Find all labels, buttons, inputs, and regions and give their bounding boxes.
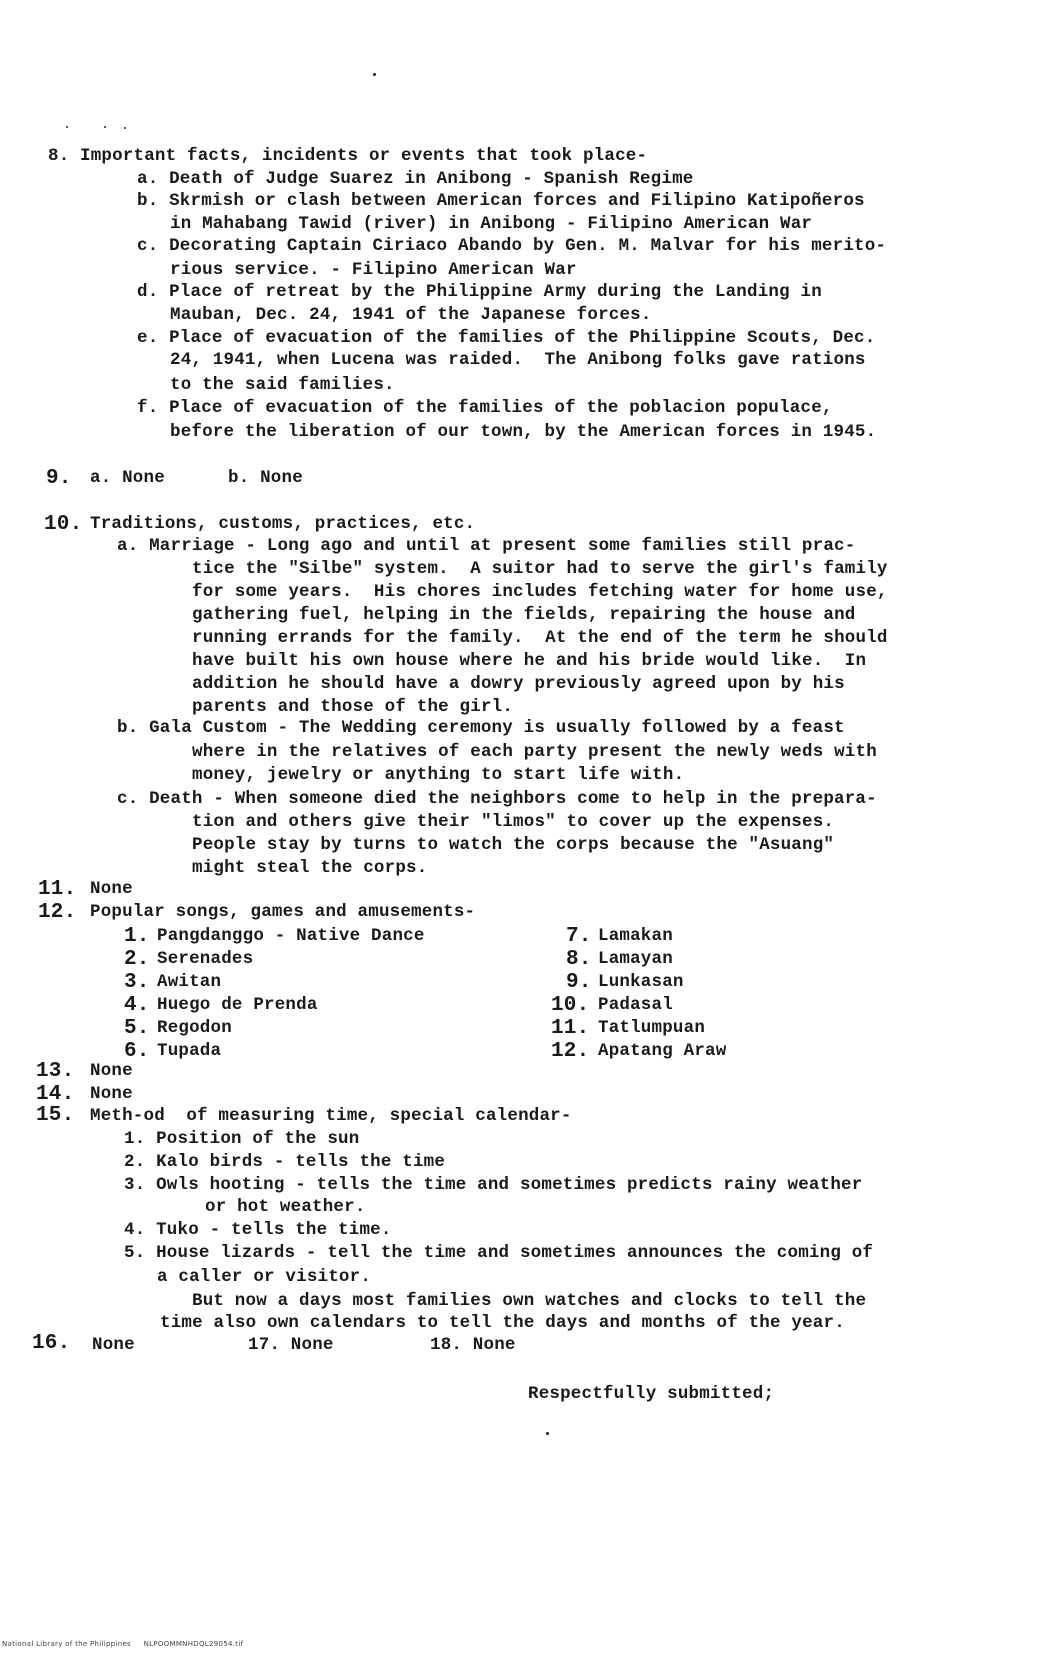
amusement-number: 12. [551, 1040, 590, 1063]
ink-speck [104, 126, 106, 128]
item-11-number: 11. [38, 878, 77, 901]
item-15-heading: Meth-od of measuring time, special calendar- [90, 1106, 572, 1126]
closing-signoff: Respectfully submitted; [528, 1384, 775, 1404]
item-10c-line2: tion and others give their "limos" to cover up the expenses. [192, 812, 835, 832]
amusement-number: 3. [124, 971, 150, 994]
item-10b-line3: money, jewelry or anything to start life with. [192, 765, 685, 785]
amusement-number: 10. [551, 994, 590, 1017]
item-8e-line2: 24, 1941, when Lucena was raided. The Anibong folks gave rations [170, 350, 866, 370]
item-10a-line3: for some years. His chores includes fetching water for home use, [192, 582, 888, 602]
item-13-number: 13. [36, 1060, 75, 1083]
item-11-text: None [90, 879, 133, 899]
amusement-number: 1. [124, 925, 150, 948]
amusement-number: 11. [551, 1017, 590, 1040]
amusement-number: 5. [124, 1017, 150, 1040]
amusement-item: Padasal [598, 995, 673, 1015]
amusement-item: Huego de Prenda [157, 995, 318, 1015]
ink-speck [66, 126, 68, 128]
item-10b-line2: where in the relatives of each party present the newly weds with [192, 742, 877, 762]
item-12-number: 12. [38, 901, 77, 924]
item-15-3-line1: 3. Owls hooting - tells the time and sometimes predicts rainy weather [124, 1175, 863, 1195]
item-9a: a. None [90, 468, 165, 488]
amusement-item: Lamakan [598, 926, 673, 946]
item-10a-line2: tice the "Silbe" system. A suitor had to serve the girl's family [192, 559, 888, 579]
amusement-number: 2. [124, 948, 150, 971]
item-8e-line1: e. Place of evacuation of the families of the Philippine Scouts, Dec. [137, 328, 876, 348]
item-8b-line2: in Mahabang Tawid (river) in Anibong - Filipino American War [170, 214, 813, 234]
item-15-number: 15. [36, 1104, 75, 1127]
item-10c-line1: c. Death - When someone died the neighbors come to help in the prepara- [117, 789, 877, 809]
amusement-item: Pangdanggo - Native Dance [157, 926, 425, 946]
amusement-number: 8. [566, 948, 592, 971]
item-9-number: 9. [46, 467, 72, 490]
item-8-number: 8. [48, 146, 70, 166]
item-12-heading: Popular songs, games and amusements- [90, 902, 476, 922]
item-10c-line3: People stay by turns to watch the corps because the "Asuang" [192, 835, 835, 855]
item-10c-line4: might steal the corps. [192, 858, 428, 878]
item-10a-line4: gathering fuel, helping in the fields, repairing the house and [192, 605, 856, 625]
item-15-4: 4. Tuko - tells the time. [124, 1220, 392, 1240]
amusement-number: 7. [566, 925, 592, 948]
amusement-item: Tupada [157, 1041, 222, 1061]
item-15-para-line2: time also own calendars to tell the days and months of the year. [160, 1313, 845, 1333]
item-8d-line1: d. Place of retreat by the Philippine Army during the Landing in [137, 282, 822, 302]
item-17: 17. None [248, 1335, 334, 1355]
amusement-item: Lunkasan [598, 972, 684, 992]
amusement-item: Lamayan [598, 949, 673, 969]
item-18: 18. None [430, 1335, 516, 1355]
item-15-para-line1: But now a days most families own watches and clocks to tell the [192, 1291, 867, 1311]
amusement-item: Awitan [157, 972, 222, 992]
item-15-5-line1: 5. House lizards - tell the time and sometimes announces the coming of [124, 1243, 874, 1263]
item-13-text: None [90, 1061, 133, 1081]
item-10b-line1: b. Gala Custom - The Wedding ceremony is usually followed by a feast [117, 718, 845, 738]
amusement-number: 4. [124, 994, 150, 1017]
item-8c-line1: c. Decorating Captain Ciriaco Abando by Gen. M. Malvar for his merito- [137, 236, 887, 256]
item-10a-line6: have built his own house where he and his bride would like. In [192, 651, 867, 671]
amusement-number: 6. [124, 1040, 150, 1063]
item-8e-line3: to the said families. [170, 375, 395, 395]
item-8f-line2: before the liberation of our town, by the American forces in 1945. [170, 422, 877, 442]
item-10a-line1: a. Marriage - Long ago and until at present some families still prac- [117, 536, 856, 556]
item-10a-line7: addition he should have a dowry previously agreed upon by his [192, 674, 845, 694]
item-8a: a. Death of Judge Suarez in Anibong - Spanish Regime [137, 169, 694, 189]
amusement-item: Apatang Araw [598, 1041, 727, 1061]
amusement-item: Regodon [157, 1018, 232, 1038]
item-8c-line2: rious service. - Filipino American War [170, 260, 577, 280]
item-10a-line5: running errands for the family. At the end of the term he should [192, 628, 888, 648]
item-8d-line2: Mauban, Dec. 24, 1941 of the Japanese forces. [170, 305, 652, 325]
item-14-text: None [90, 1084, 133, 1104]
item-16-number: 16. [32, 1332, 71, 1355]
amusement-item: Serenades [157, 949, 254, 969]
item-15-2: 2. Kalo birds - tells the time [124, 1152, 446, 1172]
item-9b: b. None [228, 468, 303, 488]
item-10-number: 10. [44, 513, 83, 536]
item-15-5-line2: a caller or visitor. [157, 1267, 372, 1287]
item-15-3-line2: or hot weather. [205, 1197, 366, 1217]
scan-footer: National Library of the Philippines NLPOOMMNHDQL29054.tif [2, 1640, 244, 1648]
item-15-1: 1. Position of the sun [124, 1129, 360, 1149]
item-8b-line1: b. Skrmish or clash between American forces and Filipino Katipoñeros [137, 191, 865, 211]
item-10a-line8: parents and those of the girl. [192, 697, 514, 717]
amusement-number: 9. [566, 971, 592, 994]
ink-speck [373, 73, 376, 76]
ink-speck [546, 1432, 549, 1435]
item-8-heading: Important facts, incidents or events that took place- [80, 146, 648, 166]
ink-speck [124, 127, 126, 129]
item-10-heading: Traditions, customs, practices, etc. [90, 514, 476, 534]
amusement-item: Tatlumpuan [598, 1018, 706, 1038]
item-16-text: None [92, 1335, 135, 1355]
item-8f-line1: f. Place of evacuation of the families of the poblacion populace, [137, 398, 833, 418]
item-14-number: 14. [36, 1083, 75, 1106]
